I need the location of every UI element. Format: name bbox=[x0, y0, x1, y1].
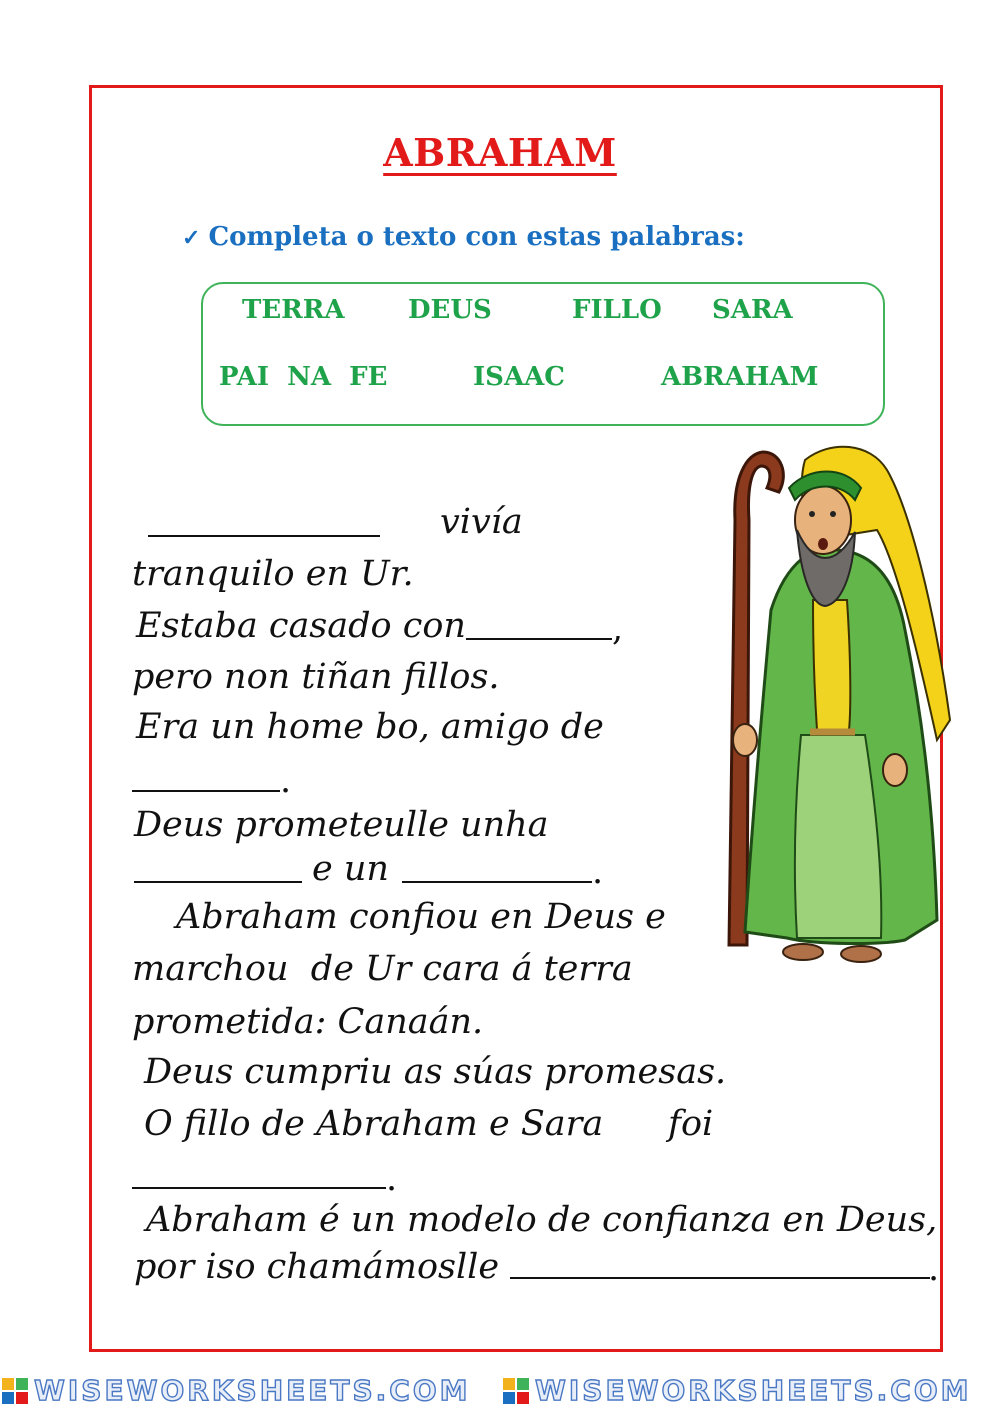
text-line: por iso chamámoslle bbox=[134, 1247, 500, 1287]
answer-blank-5[interactable] bbox=[402, 881, 592, 883]
punctuation: . bbox=[592, 852, 604, 892]
brand-logo-icon bbox=[503, 1378, 529, 1404]
abraham-illustration bbox=[705, 440, 955, 980]
footer-brand-text: WISEWORKSHEETS.COM bbox=[34, 1374, 471, 1407]
word-pai-na-fe: PAI NA FE bbox=[219, 362, 388, 392]
text-line: tranquilo en Ur. bbox=[132, 554, 414, 594]
instruction-text: Completa o texto con estas palabras: bbox=[208, 222, 745, 252]
text-line: Abraham confiou en Deus e bbox=[176, 897, 666, 937]
punctuation: , bbox=[612, 609, 624, 649]
check-icon: ✓ bbox=[182, 225, 201, 251]
punctuation: . bbox=[386, 1159, 398, 1199]
text-line: marchou de Ur cara á terra bbox=[132, 949, 633, 989]
text-line: Deus cumpriu as súas promesas. bbox=[144, 1052, 727, 1092]
text-line: prometida: Canaán. bbox=[132, 1002, 484, 1042]
answer-blank-4[interactable] bbox=[134, 881, 302, 883]
answer-blank-6[interactable] bbox=[132, 1187, 386, 1189]
answer-blank-3[interactable] bbox=[132, 790, 280, 792]
text-line: e un bbox=[312, 849, 389, 889]
text-line: pero non tiñan fillos. bbox=[132, 657, 500, 697]
punctuation: . bbox=[280, 761, 292, 801]
word-isaac: ISAAC bbox=[473, 362, 565, 392]
worksheet-title: ABRAHAM bbox=[383, 130, 617, 175]
text-line: O fillo de Abraham e Sara bbox=[144, 1104, 604, 1144]
word-fillo: FILLO bbox=[572, 295, 662, 325]
punctuation: . bbox=[928, 1249, 940, 1289]
instruction bbox=[182, 222, 745, 252]
footer-branding bbox=[0, 1374, 1000, 1410]
footer-brand-text: WISEWORKSHEETS.COM bbox=[535, 1374, 972, 1407]
word-terra: TERRA bbox=[242, 295, 345, 325]
word-sara: SARA bbox=[712, 295, 793, 325]
text-line: vivía bbox=[440, 502, 523, 542]
answer-blank-1[interactable] bbox=[148, 535, 380, 537]
text-line: foi bbox=[668, 1104, 714, 1144]
answer-blank-7[interactable] bbox=[510, 1277, 930, 1279]
text-line: Abraham é un modelo de confianza en Deus, bbox=[146, 1200, 938, 1240]
word-deus: DEUS bbox=[408, 295, 492, 325]
answer-blank-2[interactable] bbox=[466, 638, 612, 640]
text-line: Deus prometeulle unha bbox=[134, 805, 549, 845]
brand-logo-icon bbox=[2, 1378, 28, 1404]
text-line: Estaba casado con bbox=[136, 606, 466, 646]
text-line: Era un home bo, amigo de bbox=[136, 707, 604, 747]
word-abraham: ABRAHAM bbox=[661, 362, 819, 392]
